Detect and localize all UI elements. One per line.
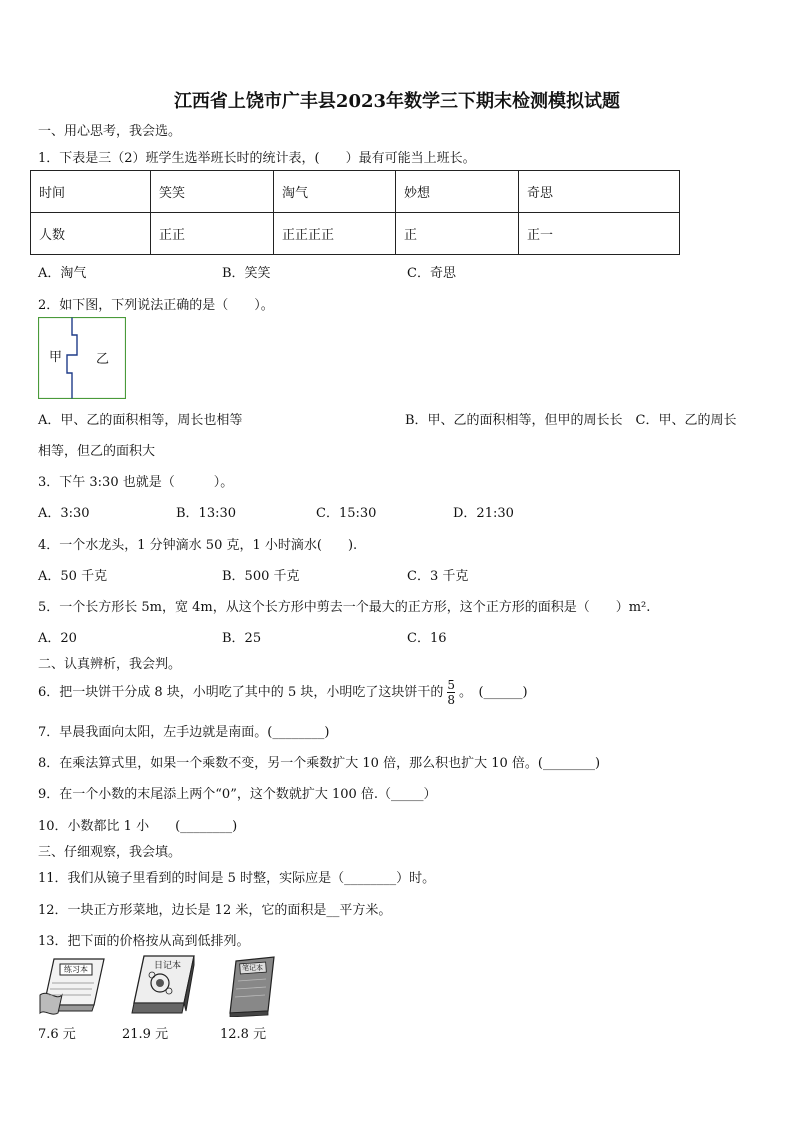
- q2-option-c-continued: 相等，但乙的面积大: [38, 444, 156, 459]
- table-cell: 淘气: [274, 171, 396, 213]
- question-3-text: 3．下午 3:30 也就是（ ）。: [38, 475, 234, 490]
- question-13-text: 13．把下面的价格按从高到低排列。: [38, 934, 250, 949]
- q4-option-c[interactable]: C．3 千克: [407, 569, 469, 584]
- fraction-denominator: 8: [447, 693, 455, 707]
- q5-option-b[interactable]: B．25: [222, 631, 262, 646]
- table-cell: 笑笑: [151, 171, 274, 213]
- q5-option-c[interactable]: C．16: [407, 631, 447, 646]
- q1-option-b[interactable]: B．笑笑: [222, 266, 271, 281]
- price-label: 21.9 元: [122, 1027, 169, 1042]
- question-10-text: 10．小数都比 1 小 (________): [38, 819, 238, 834]
- q4-option-a[interactable]: A．50 千克: [38, 569, 108, 584]
- question-8-text: 8．在乘法算式里，如果一个乘数不变，另一个乘数扩大 10 倍，那么积也扩大 10 倍。(________): [38, 756, 601, 771]
- q6-text-after: 。 (______): [458, 685, 528, 700]
- book-cover-label: 笔记本: [242, 964, 263, 972]
- table-cell: 正一: [519, 213, 680, 255]
- notebook-picture: [222, 955, 280, 1017]
- question-2-text: 2．如下图，下列说法正确的是（ ）。: [38, 298, 274, 313]
- question-6-text: [38, 679, 528, 706]
- q3-option-a[interactable]: A．3:30: [38, 506, 90, 521]
- question-12-text: 12．一块正方形菜地，边长是 12 米，它的面积是__平方米。: [38, 903, 392, 918]
- diary-book-picture: [124, 953, 198, 1017]
- fraction-five-eighths: [447, 679, 455, 706]
- table-cell: 奇思: [519, 171, 680, 213]
- figure-label-yi: 乙: [96, 352, 110, 367]
- q3-option-b[interactable]: B．13:30: [176, 506, 237, 521]
- q4-option-b[interactable]: B．500 千克: [222, 569, 300, 584]
- price-label: 12.8 元: [220, 1027, 267, 1042]
- q2-figure: [38, 317, 126, 399]
- table-row: [31, 213, 680, 255]
- question-7-text: 7．早晨我面向太阳，左手边就是南面。(________): [38, 725, 330, 740]
- book-cover-label: 日记本: [154, 961, 182, 971]
- question-1-text: 1．下表是三（2）班学生选举班长时的统计表，( ）最有可能当上班长。: [38, 151, 476, 166]
- question-4-text: 4．一个水龙头，1 分钟滴水 50 克，1 小时滴水( ).: [38, 538, 358, 553]
- question-11-text: 11．我们从镜子里看到的时间是 5 时整，实际应是（________）时。: [38, 871, 436, 886]
- question-9-text: 9．在一个小数的末尾添上两个“0”，这个数就扩大 100 倍.（_____）: [38, 787, 437, 802]
- table-cell: 妙想: [396, 171, 519, 213]
- table-cell: 时间: [31, 171, 151, 213]
- q3-option-d[interactable]: D．21:30: [453, 506, 514, 521]
- vote-tally-table: [30, 170, 680, 255]
- page-title: 江西省上饶市广丰县2023年数学三下期末检测模拟试题: [173, 91, 621, 112]
- price-label: 7.6 元: [38, 1027, 76, 1042]
- section-3-heading: 三、仔细观察，我会填。: [38, 845, 182, 860]
- q3-option-c[interactable]: C．15:30: [316, 506, 377, 521]
- table-cell: 正正: [151, 213, 274, 255]
- exercise-book-picture: [38, 955, 108, 1017]
- fraction-numerator: 5: [447, 678, 455, 692]
- q2-option-a[interactable]: A．甲、乙的面积相等，周长也相等: [38, 413, 243, 428]
- figure-label-jia: 甲: [49, 350, 63, 365]
- book-cover-label: 练习本: [64, 965, 88, 974]
- table-header-row: [31, 171, 680, 213]
- q2-option-b-c[interactable]: B．甲、乙的面积相等，但甲的周长长 C．甲、乙的周长: [405, 413, 737, 428]
- table-cell: 正正正正: [274, 213, 396, 255]
- q6-text-before: 6．把一块饼干分成 8 块，小明吃了其中的 5 块，小明吃了这块饼干的: [38, 685, 444, 700]
- question-5-text: 5．一个长方形长 5m，宽 4m，从这个长方形中剪去一个最大的正方形，这个正方形的面积是（ ）m².: [38, 600, 651, 615]
- section-1-heading: 一、用心思考，我会选。: [38, 124, 182, 139]
- table-cell: 正: [396, 213, 519, 255]
- q1-option-a[interactable]: A．淘气: [38, 266, 87, 281]
- section-2-heading: 二、认真辨析，我会判。: [38, 657, 182, 672]
- q1-option-c[interactable]: C．奇思: [407, 266, 456, 281]
- table-cell: 人数: [31, 213, 151, 255]
- q5-option-a[interactable]: A．20: [38, 631, 77, 646]
